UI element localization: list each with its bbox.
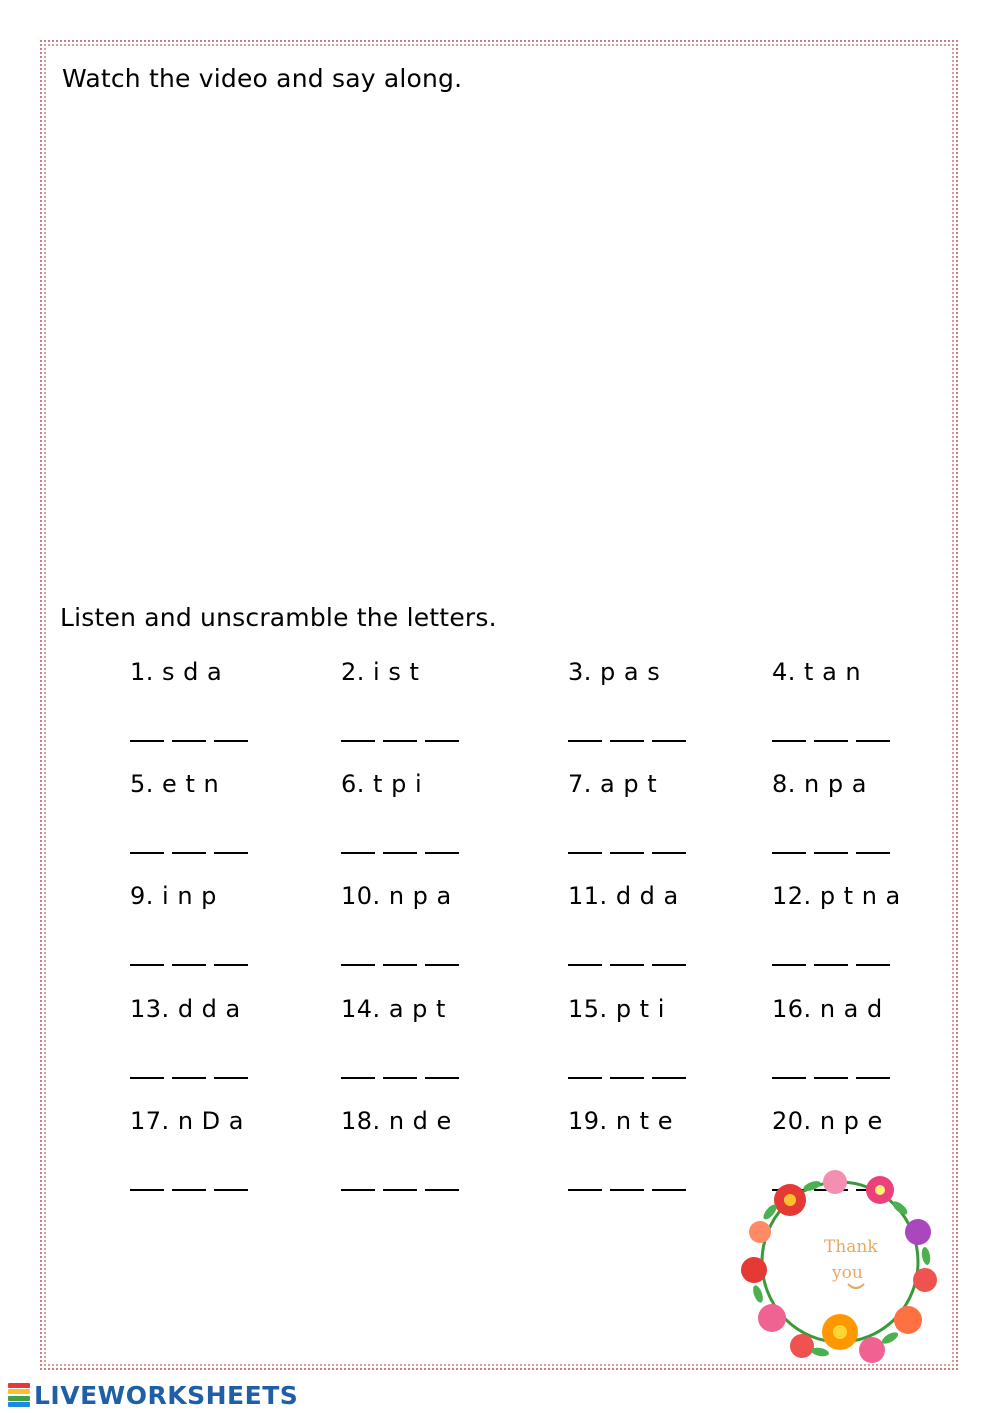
scrambled-letters: p t n a (819, 882, 901, 910)
answer-blanks[interactable] (772, 1077, 890, 1081)
answer-blanks[interactable] (341, 964, 459, 968)
answer-blank[interactable] (172, 852, 206, 854)
answer-blank[interactable] (130, 1077, 164, 1079)
flower-wreath-icon (740, 1160, 940, 1365)
answer-blank[interactable] (341, 852, 375, 854)
answer-blank[interactable] (610, 964, 644, 966)
exercise-item (130, 995, 241, 1023)
wreath-text-you: you (832, 1263, 863, 1283)
answer-blank[interactable] (383, 852, 417, 854)
answer-blank[interactable] (856, 740, 890, 742)
item-number: 20. (772, 1107, 812, 1135)
answer-blank[interactable] (772, 740, 806, 742)
scrambled-letters: a p t (388, 995, 446, 1023)
item-number: 8. (772, 770, 796, 798)
item-number: 15. (568, 995, 608, 1023)
answer-blank[interactable] (814, 852, 848, 854)
scrambled-letters: a p t (600, 770, 658, 798)
answer-blank[interactable] (130, 1189, 164, 1191)
answer-blank[interactable] (341, 964, 375, 966)
answer-blanks[interactable] (130, 1189, 248, 1193)
answer-blanks[interactable] (130, 1077, 248, 1081)
answer-blank[interactable] (425, 964, 459, 966)
scrambled-letters: n p e (819, 1107, 883, 1135)
answer-blanks[interactable] (568, 740, 686, 744)
exercise-item (341, 882, 452, 910)
answer-blank[interactable] (425, 852, 459, 854)
scrambled-letters: t p i (373, 770, 423, 798)
item-number: 19. (568, 1107, 608, 1135)
answer-blanks[interactable] (568, 1189, 686, 1193)
answer-blank[interactable] (610, 1077, 644, 1079)
exercise-item (130, 658, 222, 686)
answer-blank[interactable] (568, 1077, 602, 1079)
item-number: 5. (130, 770, 154, 798)
scrambled-letters: d d a (177, 995, 241, 1023)
answer-blank[interactable] (214, 852, 248, 854)
item-number: 7. (568, 770, 592, 798)
scrambled-letters: n a d (819, 995, 883, 1023)
answer-blank[interactable] (172, 1077, 206, 1079)
exercise-item (341, 995, 446, 1023)
item-number: 11. (568, 882, 608, 910)
item-number: 16. (772, 995, 812, 1023)
wreath-text-thank: Thank (824, 1237, 878, 1257)
answer-blank[interactable] (214, 964, 248, 966)
exercise-item (568, 658, 660, 686)
answer-blank[interactable] (610, 740, 644, 742)
scrambled-letters: e t n (162, 770, 220, 798)
answer-blanks[interactable] (772, 740, 890, 744)
item-number: 2. (341, 658, 365, 686)
answer-blank[interactable] (425, 1077, 459, 1079)
answer-blank[interactable] (172, 1189, 206, 1191)
liveworksheets-logo (8, 1380, 298, 1410)
answer-blank[interactable] (652, 1077, 686, 1079)
instruction-watch: Watch the video and say along. (62, 64, 463, 93)
item-number: 13. (130, 995, 170, 1023)
answer-blanks[interactable] (130, 740, 248, 744)
answer-blank[interactable] (814, 740, 848, 742)
answer-blank[interactable] (383, 1077, 417, 1079)
exercise-item (130, 882, 217, 910)
exercise-item (341, 770, 422, 798)
answer-blank[interactable] (568, 964, 602, 966)
answer-blank[interactable] (568, 1189, 602, 1191)
item-number: 3. (568, 658, 592, 686)
exercise-item (568, 995, 665, 1023)
answer-blank[interactable] (383, 964, 417, 966)
scrambled-letters: n d e (388, 1107, 452, 1135)
scrambled-letters: i n p (162, 882, 217, 910)
answer-blanks[interactable] (568, 1077, 686, 1081)
item-number: 6. (341, 770, 365, 798)
answer-blanks[interactable] (341, 1189, 459, 1193)
answer-blanks[interactable] (341, 852, 459, 856)
instruction-listen: Listen and unscramble the letters. (60, 603, 497, 632)
item-number: 1. (130, 658, 154, 686)
answer-blank[interactable] (214, 740, 248, 742)
exercise-item (130, 770, 219, 798)
exercise-item (130, 1107, 244, 1135)
answer-blanks[interactable] (568, 852, 686, 856)
answer-blank[interactable] (341, 1077, 375, 1079)
answer-blank[interactable] (172, 964, 206, 966)
exercise-item (568, 882, 679, 910)
logo-mark-icon (8, 1383, 30, 1407)
answer-blank[interactable] (214, 1189, 248, 1191)
exercise-item (772, 658, 861, 686)
answer-blank[interactable] (772, 1077, 806, 1079)
scrambled-letters: t a n (804, 658, 862, 686)
answer-blank[interactable] (425, 1189, 459, 1191)
answer-blank[interactable] (856, 1077, 890, 1079)
exercise-item (772, 995, 883, 1023)
exercise-item (341, 1107, 452, 1135)
answer-blank[interactable] (568, 852, 602, 854)
answer-blank[interactable] (214, 1077, 248, 1079)
brand-name: LIVEWORKSHEETS (34, 1380, 299, 1410)
exercise-item (772, 882, 901, 910)
answer-blank[interactable] (172, 740, 206, 742)
answer-blank[interactable] (130, 964, 164, 966)
scrambled-letters: n p a (804, 770, 867, 798)
answer-blank[interactable] (652, 964, 686, 966)
answer-blank[interactable] (610, 1189, 644, 1191)
exercise-item (568, 770, 657, 798)
answer-blank[interactable] (341, 740, 375, 742)
answer-blanks[interactable] (568, 964, 686, 968)
answer-blanks[interactable] (341, 740, 459, 744)
item-number: 14. (341, 995, 381, 1023)
answer-blanks[interactable] (130, 852, 248, 856)
answer-blank[interactable] (772, 964, 806, 966)
answer-blank[interactable] (652, 740, 686, 742)
exercise-item (772, 1107, 883, 1135)
answer-blank[interactable] (383, 740, 417, 742)
scrambled-letters: n t e (615, 1107, 673, 1135)
scrambled-letters: p a s (600, 658, 661, 686)
scrambled-letters: n p a (388, 882, 452, 910)
answer-blank[interactable] (814, 1077, 848, 1079)
item-number: 18. (341, 1107, 381, 1135)
answer-blank[interactable] (130, 852, 164, 854)
answer-blank[interactable] (856, 852, 890, 854)
answer-blank[interactable] (814, 964, 848, 966)
answer-blanks[interactable] (341, 1077, 459, 1081)
answer-blank[interactable] (341, 1189, 375, 1191)
scrambled-letters: n D a (177, 1107, 244, 1135)
answer-blank[interactable] (568, 740, 602, 742)
answer-blanks[interactable] (772, 964, 890, 968)
answer-blank[interactable] (383, 1189, 417, 1191)
item-number: 12. (772, 882, 812, 910)
scrambled-letters: p t i (615, 995, 665, 1023)
exercise-item (341, 658, 419, 686)
answer-blanks[interactable] (130, 964, 248, 968)
answer-blanks[interactable] (772, 852, 890, 856)
answer-blank[interactable] (652, 1189, 686, 1191)
answer-blank[interactable] (772, 852, 806, 854)
item-number: 10. (341, 882, 381, 910)
exercise-item (772, 770, 867, 798)
scrambled-letters: i s t (373, 658, 420, 686)
item-number: 17. (130, 1107, 170, 1135)
answer-blank[interactable] (652, 852, 686, 854)
item-number: 9. (130, 882, 154, 910)
answer-blank[interactable] (130, 740, 164, 742)
scrambled-letters: d d a (615, 882, 679, 910)
exercise-item (568, 1107, 673, 1135)
answer-blank[interactable] (610, 852, 644, 854)
item-number: 4. (772, 658, 796, 686)
answer-blank[interactable] (425, 740, 459, 742)
scrambled-letters: s d a (162, 658, 223, 686)
answer-blank[interactable] (856, 964, 890, 966)
